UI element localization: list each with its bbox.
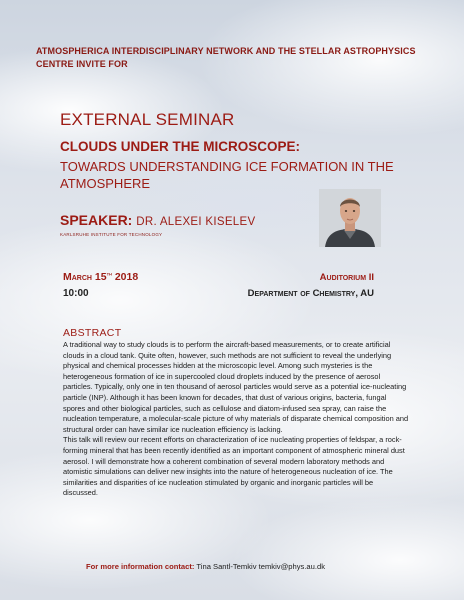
event-department: Department of Chemistry, AU <box>247 288 374 299</box>
date-day: March 15 <box>63 271 107 283</box>
contact-name: Tina Santl-Temkiv <box>196 562 257 571</box>
speaker-line <box>60 211 255 231</box>
contact-email-link[interactable]: temkiv@phys.au.dk <box>258 562 325 571</box>
seminar-label: EXTERNAL SEMINAR <box>60 110 235 129</box>
speaker-label: SPEAKER: <box>60 212 133 228</box>
event-date <box>63 271 138 283</box>
date-suffix: th <box>106 271 112 278</box>
speaker-affiliation: KARLSRUHE INSTITUTE FOR TECHNOLOGY <box>60 232 163 237</box>
contact-line <box>86 562 325 571</box>
contact-label: For more information contact: <box>86 562 195 571</box>
speaker-portrait-icon <box>319 189 381 247</box>
talk-subtitle: TOWARDS UNDERSTANDING ICE FORMATION IN THE ATMOSPHERE <box>60 159 394 191</box>
speaker-name: DR. ALEXEI KISELEV <box>136 216 256 228</box>
invite-line: ATMOSPHERICA INTERDISCIPLINARY NETWORK AND THE STELLAR ASTROPHYSICS CENTRE INVITE FOR <box>36 46 416 69</box>
abstract-heading: ABSTRACT <box>63 327 122 339</box>
event-room: Auditorium II <box>319 272 374 283</box>
speaker-photo <box>319 189 381 247</box>
talk-title: CLOUDS UNDER THE MICROSCOPE: <box>60 139 301 154</box>
abstract-body <box>63 340 409 499</box>
date-year: 2018 <box>111 271 139 283</box>
abstract-paragraph-2: This talk will review our recent efforts on characterization of ice nucleating properties of feldspar, a rock-forming mineral that has been recently identified as an important component of atmospheric mineral dust aerosol. I will demonstrate how a coherent combination of several modern laboratory methods and atomistic simulations can deliver new insights into the nature of heterogeneous nucleation of ice. The similarities and disparities of ice nucleation stimulated by organic and inorganic particles will be discussed. <box>63 435 405 498</box>
abstract-paragraph-1: A traditional way to study clouds is to perform the aircraft-based measurements, or to create artificial clouds in a cloud tank. Quite often, however, such methods are not sufficient to reveal the underlying physical and chemical processes hidden at the microscopic level. Among such mysteries is the heterogeneous formation of ice in supercooled cloud droplets induced by the presence of aerosol particles. Typically, only one in ten thousand of aerosol particles would serve as a potential ice-nucleating particle (INP). Although it has been known for decades, that dust of various origins, bacteria, fungal spores and other biological particles, such as cellulose and diatom-infused sea spray, can raise the nucleation temperature, a molecular-scale picture of why materials of disparate chemical composition and structural order can have similar ice nucleation efficiency is lacking. <box>63 340 409 434</box>
event-time: 10:00 <box>63 288 89 299</box>
